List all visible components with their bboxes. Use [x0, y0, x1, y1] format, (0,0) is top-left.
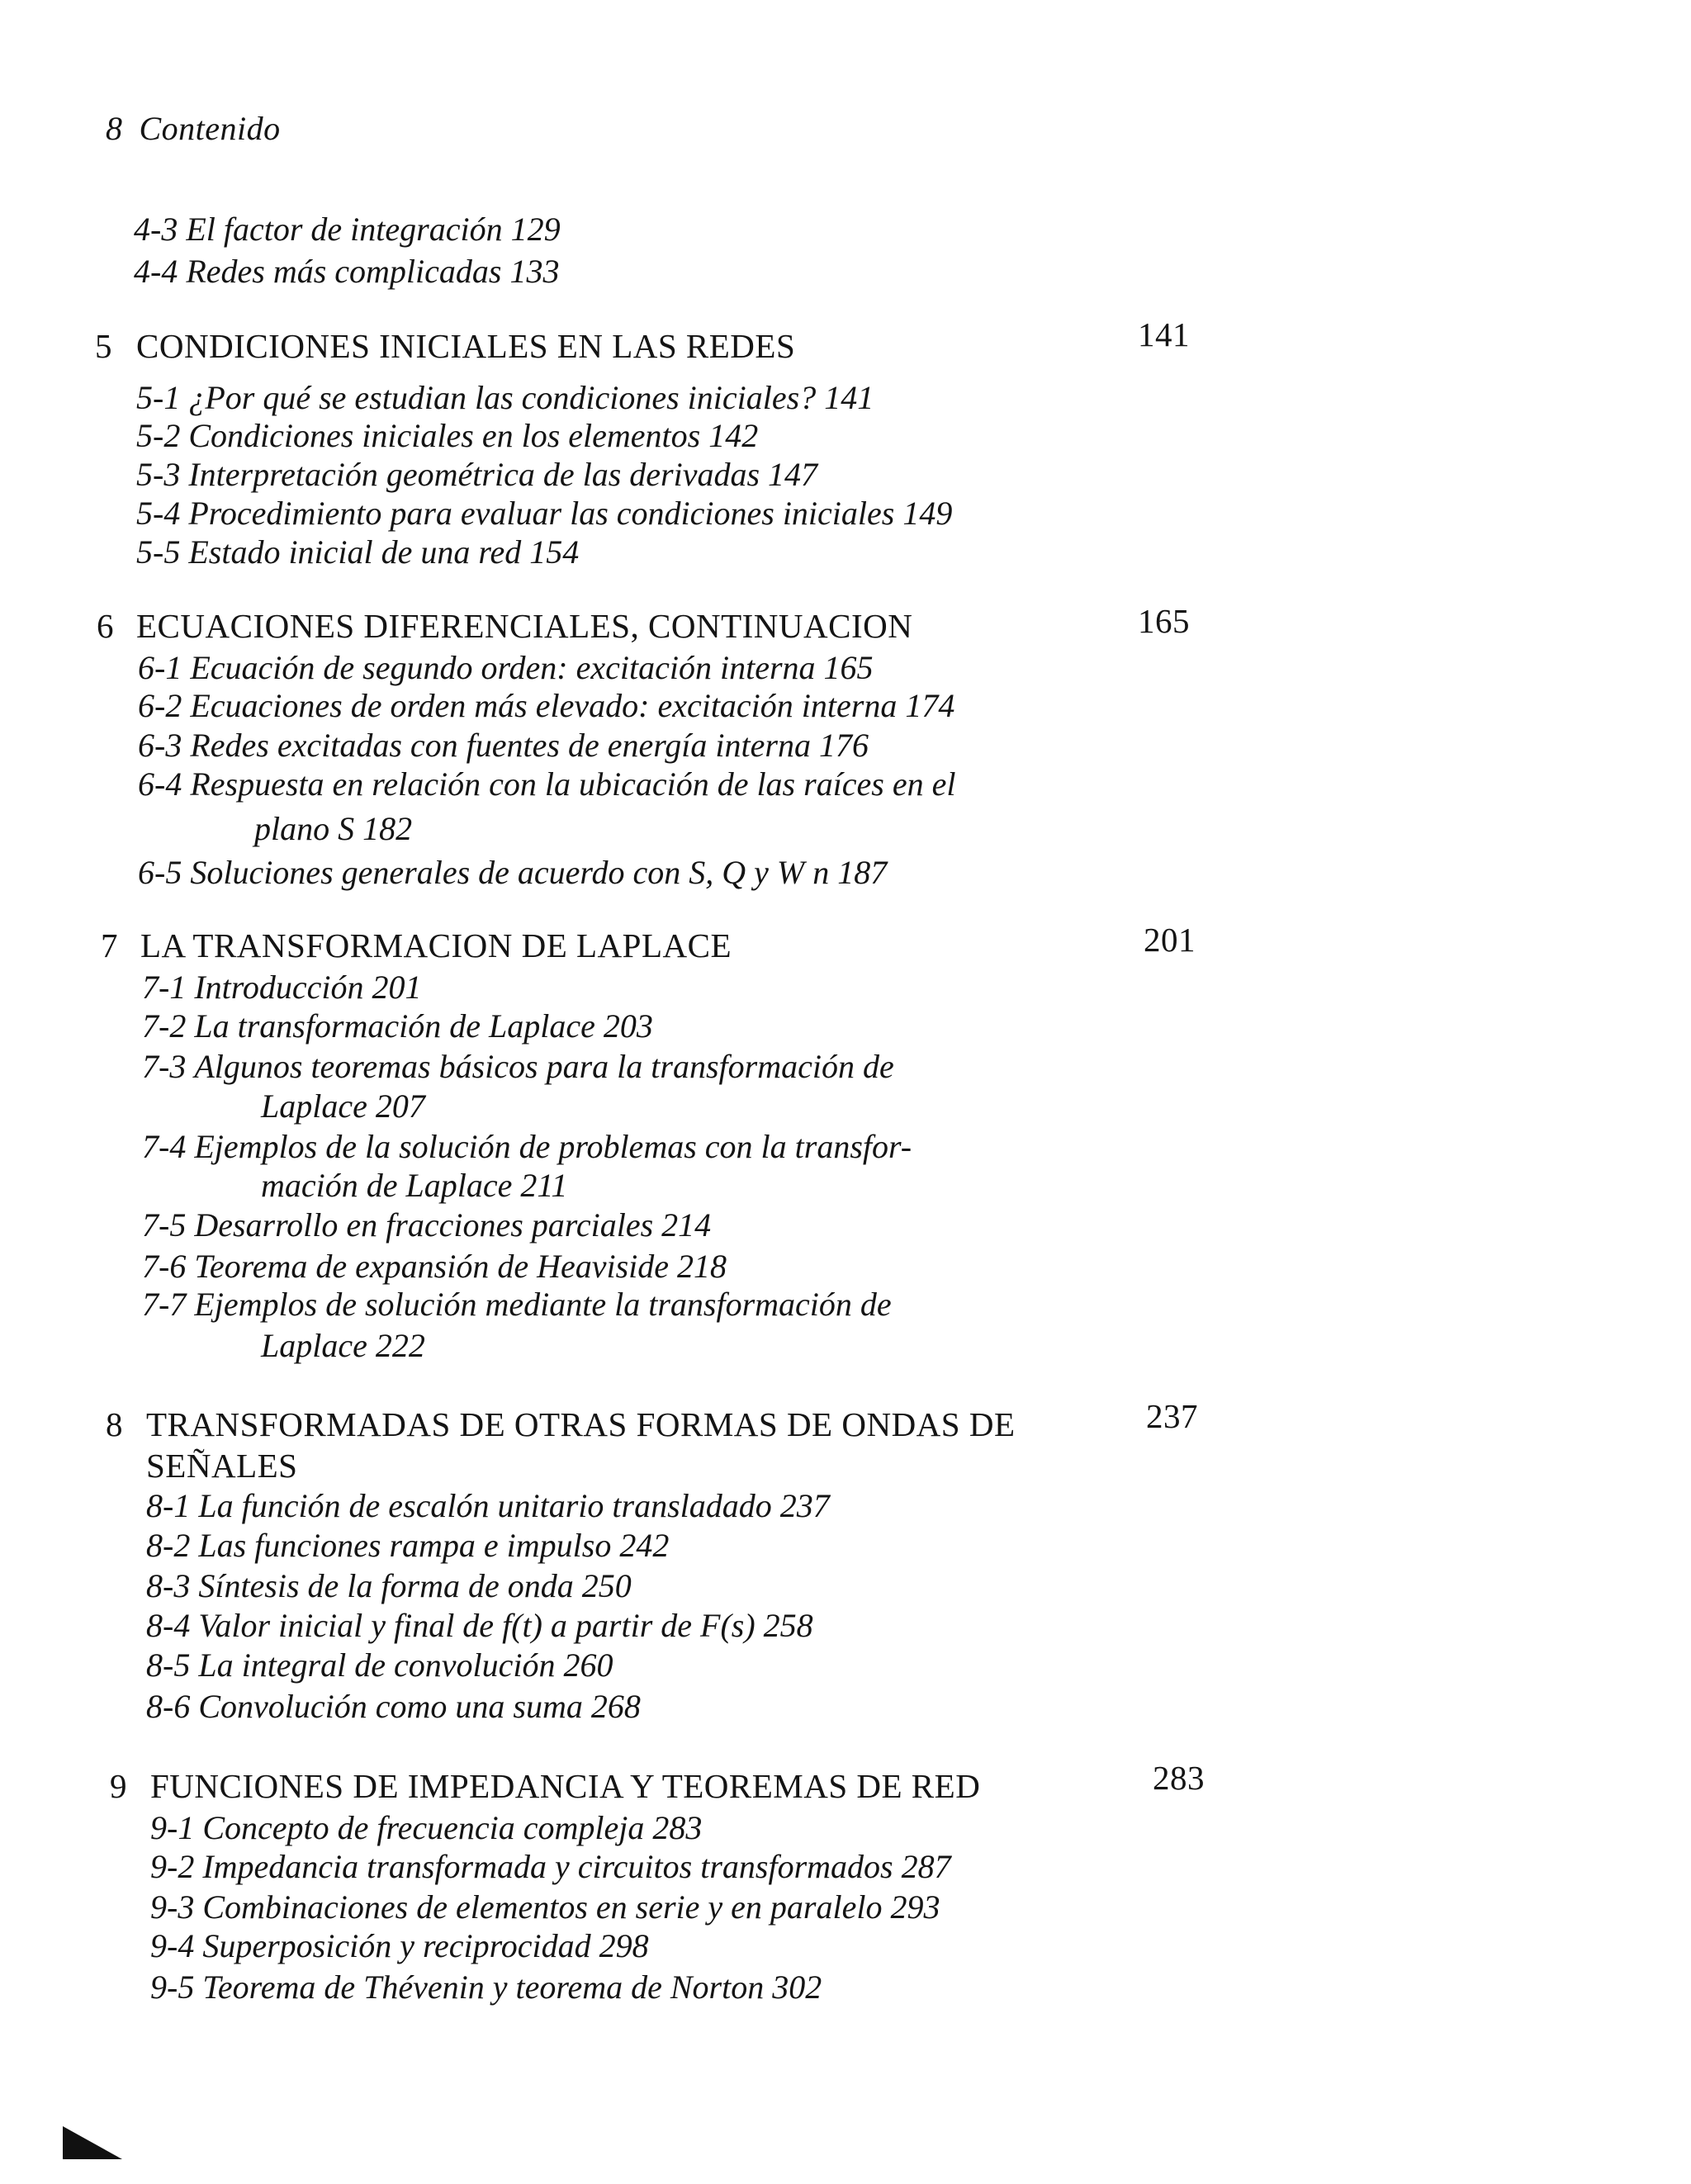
chapter-number: 7: [101, 926, 118, 964]
section-title: Redes excitadas con fuentes de energía interna 176: [190, 727, 869, 764]
section-code: 5-2: [136, 417, 181, 454]
chapter-title: ECUACIONES DIFERENCIALES, CONTINUACION: [136, 607, 913, 645]
scan-corner-mark: [63, 2126, 122, 2159]
section-code: 8-4: [146, 1607, 191, 1644]
chapter-number: 9: [110, 1767, 127, 1805]
section-title: Teorema de Thévenin y teorema de Norton 302: [202, 1968, 822, 2006]
section-title-continuation: mación de Laplace 211: [261, 1167, 568, 1204]
section-code: 5-3: [136, 456, 181, 493]
section-title-continuation: plano S 182: [254, 810, 413, 847]
section-code: 7-3: [142, 1048, 187, 1085]
toc-section: [146, 1687, 641, 1727]
toc-section: [138, 853, 887, 893]
section-title: Las funciones rampa e impulso 242: [198, 1527, 670, 1564]
section-code: 5-5: [136, 533, 181, 571]
section-title: El factor de integración 129: [186, 211, 561, 248]
toc-section: [138, 726, 869, 765]
section-code: 6-2: [138, 687, 182, 724]
toc-section: [150, 1926, 649, 1966]
section-code: 8-2: [146, 1527, 191, 1564]
section-title: Procedimiento para evaluar las condiciones iniciales 149: [188, 495, 953, 532]
section-title: Condiciones iniciales en los elementos 142: [188, 417, 759, 454]
chapter-number: 6: [97, 607, 114, 645]
toc-section: [136, 416, 758, 456]
chapter-number: 5: [95, 327, 112, 365]
section-code: 7-6: [142, 1248, 187, 1285]
chapter-title: CONDICIONES INICIALES EN LAS REDES: [136, 327, 796, 365]
section-code: 9-3: [150, 1888, 195, 1926]
section-code: 6-1: [138, 649, 182, 686]
section-title: Ecuaciones de orden más elevado: excitación interna 174: [190, 687, 955, 724]
section-code: 9-4: [150, 1927, 195, 1964]
section-title: La función de escalón unitario transladado 237: [198, 1487, 830, 1524]
section-code: 7-5: [142, 1206, 187, 1244]
section-title: Concepto de frecuencia compleja 283: [202, 1809, 703, 1846]
section-title: Teorema de expansión de Heaviside 218: [194, 1248, 727, 1285]
section-title: ¿Por qué se estudian las condiciones iniciales? 141: [188, 379, 874, 416]
section-title: Interpretación geométrica de las derivadas 147: [188, 456, 818, 493]
section-code: 9-2: [150, 1848, 195, 1885]
toc-section: [150, 1808, 702, 1848]
toc-section: [146, 1646, 613, 1685]
chapter-page-number: 165: [1138, 602, 1190, 640]
chapter-number: 8: [106, 1405, 123, 1443]
section-title-continuation: Laplace 207: [261, 1087, 425, 1125]
toc-section: [136, 533, 579, 572]
section-title: Superposición y reciprocidad 298: [202, 1927, 649, 1964]
toc-section: [146, 1486, 830, 1526]
section-code: 4-4: [134, 253, 178, 290]
section-title: Ecuación de segundo orden: excitación interna 165: [190, 649, 874, 686]
section-code: 5-1: [136, 379, 181, 416]
toc-section: [142, 968, 421, 1007]
chapter-page-number: 283: [1153, 1759, 1205, 1797]
section-title: Convolución como una suma 268: [198, 1688, 641, 1725]
section-code: 7-1: [142, 969, 187, 1006]
section-title: Ejemplos de la solución de problemas con la transfor-: [194, 1128, 912, 1165]
toc-section: [146, 1526, 669, 1566]
toc-section: [136, 494, 952, 533]
section-code: 9-5: [150, 1968, 195, 2006]
section-code: 6-3: [138, 727, 182, 764]
section-code: 9-1: [150, 1809, 195, 1846]
page-title: Contenido: [139, 110, 281, 147]
toc-section: [146, 1566, 632, 1606]
toc-section: [138, 686, 954, 726]
chapter-page-number: 237: [1146, 1397, 1198, 1435]
section-title: Soluciones generales de acuerdo con S, Q y W n 187: [190, 854, 888, 891]
toc-section: [142, 1285, 892, 1324]
chapter-title: LA TRANSFORMACION DE LAPLACE: [140, 926, 732, 964]
page-number: 8: [106, 110, 123, 147]
section-title: La integral de convolución 260: [198, 1646, 613, 1684]
section-code: 5-4: [136, 495, 181, 532]
toc-section: [150, 1847, 951, 1887]
section-title: Valor inicial y final de f(t) a partir de F(s) 258: [198, 1607, 813, 1644]
toc-section: [142, 1206, 711, 1245]
toc-section: [136, 378, 874, 418]
chapter-title: TRANSFORMADAS DE OTRAS FORMAS DE ONDAS DE: [146, 1405, 1016, 1443]
section-code: 6-5: [138, 854, 182, 891]
section-code: 8-5: [146, 1646, 191, 1684]
section-title: Impedancia transformada y circuitos transformados 287: [202, 1848, 951, 1885]
section-title: Ejemplos de solución mediante la transformación de: [194, 1286, 892, 1323]
toc-section: [138, 648, 874, 688]
toc-section: [138, 765, 956, 804]
section-code: 4-3: [134, 211, 178, 248]
toc-section: [142, 1247, 727, 1286]
section-title: Redes más complicadas 133: [186, 253, 560, 290]
section-code: 8-3: [146, 1567, 191, 1604]
section-title: Estado inicial de una red 154: [188, 533, 580, 571]
section-title: Síntesis de la forma de onda 250: [198, 1567, 632, 1604]
chapter-page-number: 201: [1144, 921, 1196, 959]
section-title-continuation: Laplace 222: [261, 1327, 425, 1364]
toc-section: [134, 252, 559, 291]
chapter-page-number: 141: [1138, 315, 1190, 353]
section-title: Combinaciones de elementos en serie y en paralelo 293: [202, 1888, 940, 1926]
section-code: 7-7: [142, 1286, 187, 1323]
section-title: Desarrollo en fracciones parciales 214: [194, 1206, 712, 1244]
toc-section: [142, 1007, 653, 1046]
chapter-title: FUNCIONES DE IMPEDANCIA Y TEOREMAS DE RED: [150, 1767, 981, 1805]
section-code: 7-4: [142, 1128, 187, 1165]
toc-section: [136, 455, 817, 495]
chapter-title-continuation: SEÑALES: [146, 1447, 298, 1485]
toc-section: [150, 1968, 822, 2007]
toc-section: [146, 1606, 813, 1646]
section-title: Respuesta en relación con la ubicación de las raíces en el: [190, 765, 956, 803]
section-code: 8-6: [146, 1688, 191, 1725]
section-code: 6-4: [138, 765, 182, 803]
section-code: 8-1: [146, 1487, 191, 1524]
section-title: La transformación de Laplace 203: [194, 1007, 653, 1045]
toc-section: [142, 1127, 912, 1167]
section-title: Introducción 201: [194, 969, 422, 1006]
toc-section: [150, 1888, 940, 1927]
section-title: Algunos teoremas básicos para la transformación de: [194, 1048, 894, 1085]
toc-section: [134, 210, 561, 249]
toc-section: [142, 1047, 894, 1087]
section-code: 7-2: [142, 1007, 187, 1045]
